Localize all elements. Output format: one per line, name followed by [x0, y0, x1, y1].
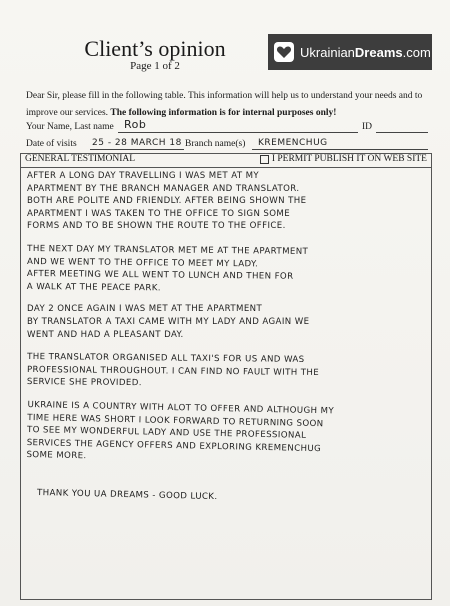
internal-notice: The following information is for internal purposes only! [110, 108, 337, 118]
name-field-line [118, 132, 358, 133]
intro-line-1: Dear Sir, please fill in the following table. This information will help us to understand your needs and to [26, 91, 423, 101]
intro-text [26, 88, 432, 122]
heart-icon [274, 42, 294, 62]
ukrainiandreams-logo [268, 34, 432, 70]
intro-line-2: improve our services. The following information is for internal purposes only! [26, 108, 337, 118]
testimonial-closing: THANK YOU UA DREAMS - GOOD LUCK. [36, 487, 218, 502]
testimonial-body[interactable] [26, 170, 425, 502]
date-field-value[interactable]: 25 - 28 MARCH 18 [92, 138, 182, 148]
logo-text: UkrainianDreams.com [300, 44, 431, 60]
name-label: Your Name, Last name [26, 122, 114, 132]
page-title: Client’s opinion [84, 36, 226, 61]
testimonial-paragraph: UKRAINE IS A COUNTRY WITH ALOT TO OFFER AND ALTHOUGH MY TIME HERE WAS SHORT I LOOK FORWARD TO RETURNING SOON TO SEE MY WONDERFUL LADY AND USE THE PROFESSIONAL SERVICES THE AGENCY OFFERS AND EXPLORING KREMENCHUG SOME MORE. [26, 399, 335, 462]
testimonial-paragraph: DAY 2 ONCE AGAIN I WAS MET AT THE APARTMENT BY TRANSLATOR A TAXI CAME WITH MY LADY AND AGAIN WE WENT AND HAD A PLEASANT DAY. [27, 304, 310, 340]
branch-label: Branch name(s) [185, 139, 246, 149]
branch-field-value[interactable]: KREMENCHUG [258, 138, 328, 148]
page-indicator: Page 1 of 2 [130, 60, 180, 72]
branch-field-line [252, 149, 428, 150]
testimonial-heading: GENERAL TESTIMONIAL [25, 154, 136, 164]
testimonial-paragraph: THE TRANSLATOR ORGANISED ALL TAXI'S FOR US AND WAS PROFESSIONAL THROUGHOUT. I CAN FIND NO FAULT WITH THE SERVICE SHE PROVIDED. [26, 352, 320, 389]
testimonial-header [21, 154, 431, 168]
testimonial-paragraph: THE NEXT DAY MY TRANSLATOR MET ME AT THE APARTMENT AND WE WENT TO THE OFFICE TO MEET MY LADY. AFTER MEETING WE ALL WENT TO LUNCH AND THEN FOR A WALK AT THE PEACE PARK. [26, 243, 309, 294]
date-label: Date of visits [26, 139, 77, 149]
date-field-line [90, 149, 184, 150]
permit-label: I PERMIT PUBLISH IT ON WEB SITE [271, 154, 427, 164]
id-field-line[interactable] [376, 132, 428, 133]
permit-publish-option[interactable] [260, 154, 427, 164]
permit-checkbox[interactable] [260, 155, 269, 164]
testimonial-paragraph: AFTER A LONG DAY TRAVELLING I WAS MET AT MY APARTMENT BY THE BRANCH MANAGER AND TRANSLATOR. BOTH ARE POLITE AND FRIENDLY. AFTER BEING SHOWN THE APARTMENT I WAS TAKEN TO THE OFFICE TO SIGN SOME FORMS AND TO BE SHOWN THE ROUTE TO THE OFFICE. [27, 171, 307, 232]
id-label: ID [362, 122, 373, 132]
name-field-value[interactable]: Rob [124, 118, 147, 131]
testimonial-box [20, 153, 432, 600]
